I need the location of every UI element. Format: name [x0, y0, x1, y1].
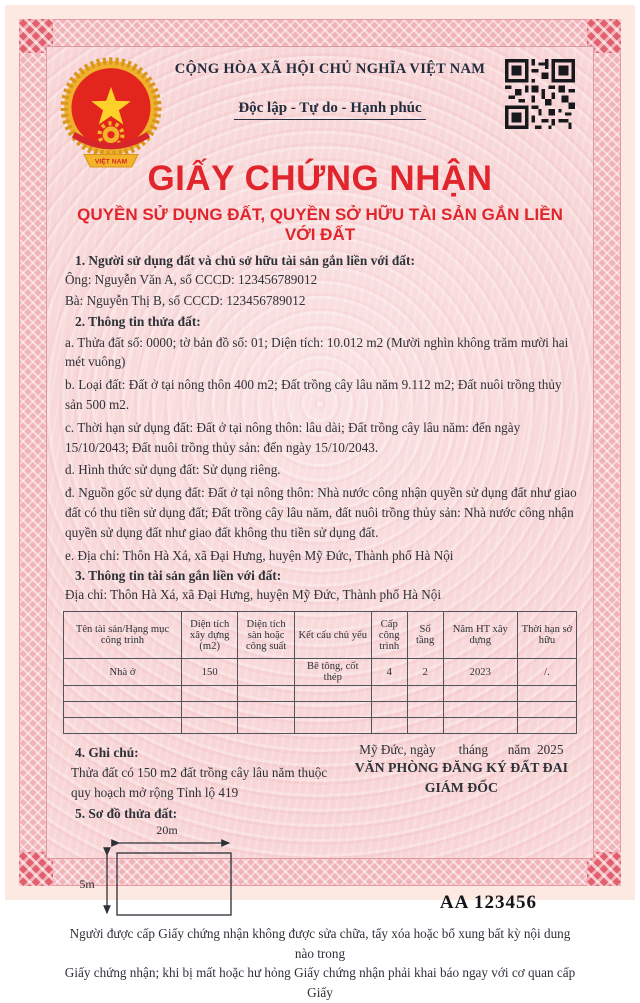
vietnam-coat-of-arms-icon	[59, 57, 163, 175]
emblem-banner-text: VIỆT NAM	[94, 158, 128, 166]
land-origin-line: đ. Nguồn gốc sử dụng đất: Đất ở tại nông thôn: Nhà nước công nhận quyền sử dụng đất như giao đất có thu tiền sử dụng đất; Đất trồng cây lâu năm, đất nuôi trồng thủy sản: Nhà nước công nhận quyền sử dụng đất như giao đất không thu tiền sử dụng đất.	[65, 485, 577, 540]
section-parcel-info	[63, 314, 577, 566]
table-header-cell: Diện tích sàn hoặc công suất	[238, 612, 294, 659]
parcel-address-line: e. Địa chỉ: Thôn Hà Xá, xã Đại Hưng, huyện Mỹ Đức, Thành phố Hà Nội	[65, 547, 454, 563]
certificate-subtitle: QUYỀN SỬ DỤNG ĐẤT, QUYỀN SỞ HỮU TÀI SẢN GẮN LIỀN VỚI ĐẤT	[77, 205, 563, 244]
section-notes	[63, 742, 346, 803]
parcel-number-line: a. Thửa đất số: 0000; tờ bản đồ số: 01; Diện tích: 10.012 m2 (Mười nghìn không trăm mười hai mét vuông)	[65, 334, 569, 370]
table-cell: Bê tông, cốt thép	[294, 659, 371, 686]
signing-office: VĂN PHÒNG ĐĂNG KÝ ĐẤT ĐAI	[354, 760, 568, 776]
land-term-line: c. Thời hạn sử dụng đất: Đất ở tại nông thôn: lâu dài; Đất trồng cây lâu năm: đến ngày 15/10/2043; Đất nuôi trồng thủy sản: đến ngày 15/10/2043.	[65, 419, 521, 455]
table-cell: 4	[371, 659, 407, 686]
section1-heading: 1. Người sử dụng đất và chủ sở hữu tài sản gắn liền với đất:	[75, 253, 415, 268]
asset-table-empty-row	[64, 686, 577, 702]
serial-number: AA 123456	[439, 891, 537, 913]
table-header-cell: Cấp công trình	[371, 612, 407, 659]
decorative-border-frame	[19, 19, 621, 1001]
land-type-line: b. Loại đất: Đất ở tại nông thôn 400 m2; Đất trồng cây lâu năm 9.112 m2; Đất nuôi trồng thủy sản 500 m2.	[65, 377, 562, 412]
section-land-users	[63, 253, 577, 311]
footer-line-1: Người được cấp Giấy chứng nhận không được sửa chữa, tẩy xóa hoặc bổ xung bất kỳ nội dung nào trong	[69, 925, 571, 961]
section3-heading: 3. Thông tin tài sản gắn liền với đất:	[75, 568, 282, 584]
table-cell	[238, 659, 294, 686]
signing-date-line: Mỹ Đức, ngày tháng năm 2025	[359, 742, 564, 758]
section4-heading: 4. Ghi chú:	[75, 745, 139, 761]
table-cell: 150	[181, 659, 237, 686]
certificate-title: GIẤY CHỨNG NHẬN	[147, 159, 493, 198]
table-header-cell: Tên tài sản/Hạng mục công trình	[64, 612, 182, 659]
qr-code-icon	[505, 59, 575, 129]
asset-table-data-row	[64, 659, 577, 686]
table-header-cell: Năm HT xây dựng	[443, 612, 517, 659]
footer-line-2: Giấy chứng nhận; khi bị mất hoặc hư hỏng Giấy chứng nhận phải khai báo ngay với cơ quan cấp Giấy	[64, 965, 576, 1001]
asset-table-empty-row	[64, 702, 577, 718]
table-cell: 2	[407, 659, 443, 686]
asset-address-line: Địa chỉ: Thôn Hà Xá, xã Đại Hưng, huyện Mỹ Đức, Thành phố Hà Nội	[65, 587, 442, 603]
table-header-cell: Số tầng	[407, 612, 443, 659]
table-header-cell: Thời hạn sở hữu	[517, 612, 576, 659]
table-header-cell: Diện tích xây dựng (m2)	[181, 612, 237, 659]
national-motto: Độc lập - Tự do - Hạnh phúc	[234, 100, 425, 120]
section2-heading: 2. Thông tin thửa đất:	[75, 313, 201, 329]
signing-position: GIÁM ĐỐC	[424, 780, 498, 796]
table-cell: 2023	[443, 659, 517, 686]
certificate-header	[63, 55, 577, 166]
national-header-block	[173, 61, 487, 120]
land-use-form-line: d. Hình thức sử dụng đất: Sử dụng riêng.	[65, 462, 281, 478]
table-cell: Nhà ở	[64, 659, 182, 686]
section5-heading: 5. Sơ đồ thửa đất:	[75, 805, 178, 821]
table-header-cell: Kết cấu chủ yếu	[294, 612, 371, 659]
table-cell: /.	[517, 659, 576, 686]
section-asset-info	[63, 568, 577, 734]
note-text: Thửa đất có 150 m2 đất trồng cây lâu năm thuộc quy hoạch mở rộng Tỉnh lộ 419	[71, 765, 328, 800]
diagram-and-serial-row	[63, 824, 577, 920]
diagram-height-label: 5m	[79, 876, 95, 891]
country-title: CỘNG HÒA XÃ HỘI CHỦ NGHĨA VIỆT NAM	[174, 61, 486, 77]
diagram-width-label: 20m	[156, 822, 178, 837]
asset-table-header-row	[64, 612, 577, 659]
asset-table	[63, 611, 577, 734]
notes-and-signing-row	[63, 742, 577, 803]
asset-table-empty-row	[64, 718, 577, 734]
certificate-paper	[46, 46, 594, 1001]
certificate-page	[5, 5, 635, 1001]
parcel-diagram	[77, 824, 267, 920]
owner-line-husband: Ông: Nguyễn Văn A, số CCCD: 123456789012	[65, 272, 318, 287]
parcel-rectangle	[117, 853, 231, 915]
footer-disclaimer	[63, 924, 577, 1003]
owner-line-wife: Bà: Nguyễn Thị B, số CCCD: 123456789012	[65, 292, 306, 308]
signing-block	[346, 742, 577, 803]
